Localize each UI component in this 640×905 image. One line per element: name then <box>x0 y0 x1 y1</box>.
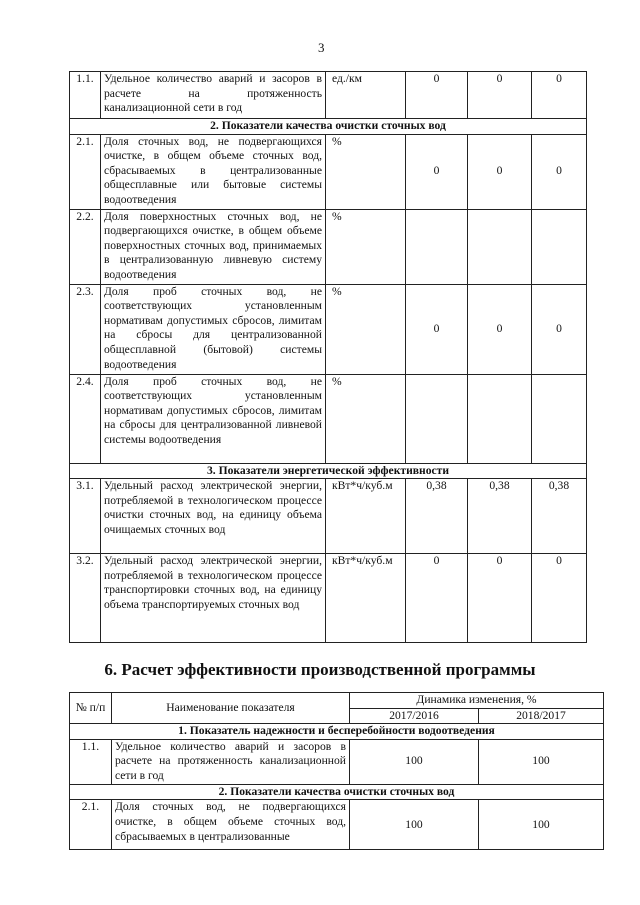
indicator-unit: % <box>326 374 406 463</box>
indicator-name: Удельный расход электрической энергии, потребляемой в технологическом процессе транспортировки сточных вод, на единицу объема транспортируемых сточных вод <box>101 554 326 643</box>
indicator-unit: % <box>326 209 406 284</box>
indicator-unit: кВт*ч/куб.м <box>326 479 406 554</box>
indicator-value <box>532 374 587 463</box>
indicator-name: Удельное количество аварий и засоров в расчете на протяженность канализационной сети в год <box>101 72 326 119</box>
section-row <box>70 784 604 800</box>
indicator-name: Доля проб сточных вод, не соответствующих установленным нормативам допустимых сбросов, лимитам на сбросы для централизованной ливневой системы водоотведения <box>101 374 326 463</box>
header-period: 2017/2016 <box>350 708 479 724</box>
indicator-unit: кВт*ч/куб.м <box>326 554 406 643</box>
section-title: 3. Показатели энергетической эффективности <box>70 463 587 479</box>
section-title: 2. Показатели качества очистки сточных вод <box>70 119 587 135</box>
table-row: 2.1. Доля сточных вод, не подвергающихся очистке, в общем объеме сточных вод, сбрасываемых в централизованные общесплавные или бытовые системы водоотведения % 0 0 0 <box>70 134 587 209</box>
indicator-value: 100 <box>350 800 479 850</box>
indicator-name: Доля поверхностных сточных вод, не подвергающихся очистке, в общем объеме поверхностных сточных вод, принимаемых в централизованную ливневую систему водоотведения <box>101 209 326 284</box>
section-row <box>70 463 587 479</box>
indicator-name: Доля проб сточных вод, не соответствующих установленным нормативам допустимых сбросов, лимитам на сбросы для централизованной общесплавной (бытовой) системы водоотведения <box>101 284 326 374</box>
indicator-value <box>406 374 468 463</box>
header-period: 2018/2017 <box>479 708 604 724</box>
section-heading: 6. Расчет эффективности производственной программы <box>104 660 536 679</box>
indicator-value: 0 <box>532 134 587 209</box>
indicators-table <box>69 71 587 643</box>
indicator-value: 100 <box>350 739 479 784</box>
indicator-value: 0 <box>532 284 587 374</box>
table-row: 1.1. Удельное количество аварий и засоров в расчете на протяженность канализационной сети в год ед./км 0 0 0 <box>70 72 587 119</box>
header-dynamics: Динамика изменения, % <box>350 693 604 709</box>
indicator-value <box>468 209 532 284</box>
section-row <box>70 119 587 135</box>
header-name: Наименование показателя <box>112 693 350 724</box>
indicator-name: Доля сточных вод, не подвергающихся очистке, в общем объеме сточных вод, сбрасываемых в централизованные <box>112 800 350 850</box>
table-row: 2.3. Доля проб сточных вод, не соответствующих установленным нормативам допустимых сбросов, лимитам на сбросы для централизованной общесплавной (бытовой) системы водоотведения % 0 0 0 <box>70 284 587 374</box>
indicator-value <box>406 209 468 284</box>
indicator-name: Удельный расход электрической энергии, потребляемой в технологическом процессе очистки сточных вод, на единицу объема очищаемых сточных вод <box>101 479 326 554</box>
indicator-unit: % <box>326 134 406 209</box>
indicator-value: 0 <box>406 284 468 374</box>
section-title: 2. Показатели качества очистки сточных вод <box>70 784 604 800</box>
indicator-value: 0 <box>406 134 468 209</box>
indicator-name: Удельное количество аварий и засоров в расчете на протяженность канализационной сети в год <box>112 739 350 784</box>
header-number: № п/п <box>70 693 112 724</box>
section-title: 1. Показатель надежности и бесперебойности водоотведения <box>70 724 604 740</box>
table-row: 2.1. Доля сточных вод, не подвергающихся очистке, в общем объеме сточных вод, сбрасываемых в централизованные 100 100 <box>70 800 604 850</box>
indicator-value: 0 <box>468 72 532 119</box>
indicator-value: 0,38 <box>468 479 532 554</box>
indicator-value: 0 <box>532 554 587 643</box>
page-number: 3 <box>318 40 325 55</box>
efficiency-table <box>69 692 604 850</box>
indicator-value: 0 <box>532 72 587 119</box>
indicator-value: 0 <box>468 554 532 643</box>
table-row: 2.4. Доля проб сточных вод, не соответствующих установленным нормативам допустимых сбросов, лимитам на сбросы для централизованной ливневой системы водоотведения % <box>70 374 587 463</box>
table-row: 1.1. Удельное количество аварий и засоров в расчете на протяженность канализационной сети в год 100 100 <box>70 739 604 784</box>
indicator-name: Доля сточных вод, не подвергающихся очистке, в общем объеме сточных вод, сбрасываемых в централизованные общесплавные или бытовые системы водоотведения <box>101 134 326 209</box>
indicator-value: 0 <box>468 284 532 374</box>
header-row <box>70 693 604 709</box>
indicator-value <box>532 209 587 284</box>
indicator-value: 0 <box>406 554 468 643</box>
table-row: 3.1. Удельный расход электрической энергии, потребляемой в технологическом процессе очистки сточных вод, на единицу объема очищаемых сточных вод кВт*ч/куб.м 0,38 0,38 0,38 <box>70 479 587 554</box>
indicator-value: 0,38 <box>532 479 587 554</box>
indicator-value: 100 <box>479 800 604 850</box>
table-row: 2.2. Доля поверхностных сточных вод, не подвергающихся очистке, в общем объеме поверхностных сточных вод, принимаемых в централизованную ливневую систему водоотведения % <box>70 209 587 284</box>
indicator-value: 100 <box>479 739 604 784</box>
indicator-unit: % <box>326 284 406 374</box>
indicator-value: 0 <box>468 134 532 209</box>
indicator-value <box>468 374 532 463</box>
section-row <box>70 724 604 740</box>
indicator-value: 0 <box>406 72 468 119</box>
indicator-value: 0,38 <box>406 479 468 554</box>
indicator-unit: ед./км <box>326 72 406 119</box>
table-row: 3.2. Удельный расход электрической энергии, потребляемой в технологическом процессе транспортировки сточных вод, на единицу объема транспортируемых сточных вод кВт*ч/куб.м 0 0 0 <box>70 554 587 643</box>
